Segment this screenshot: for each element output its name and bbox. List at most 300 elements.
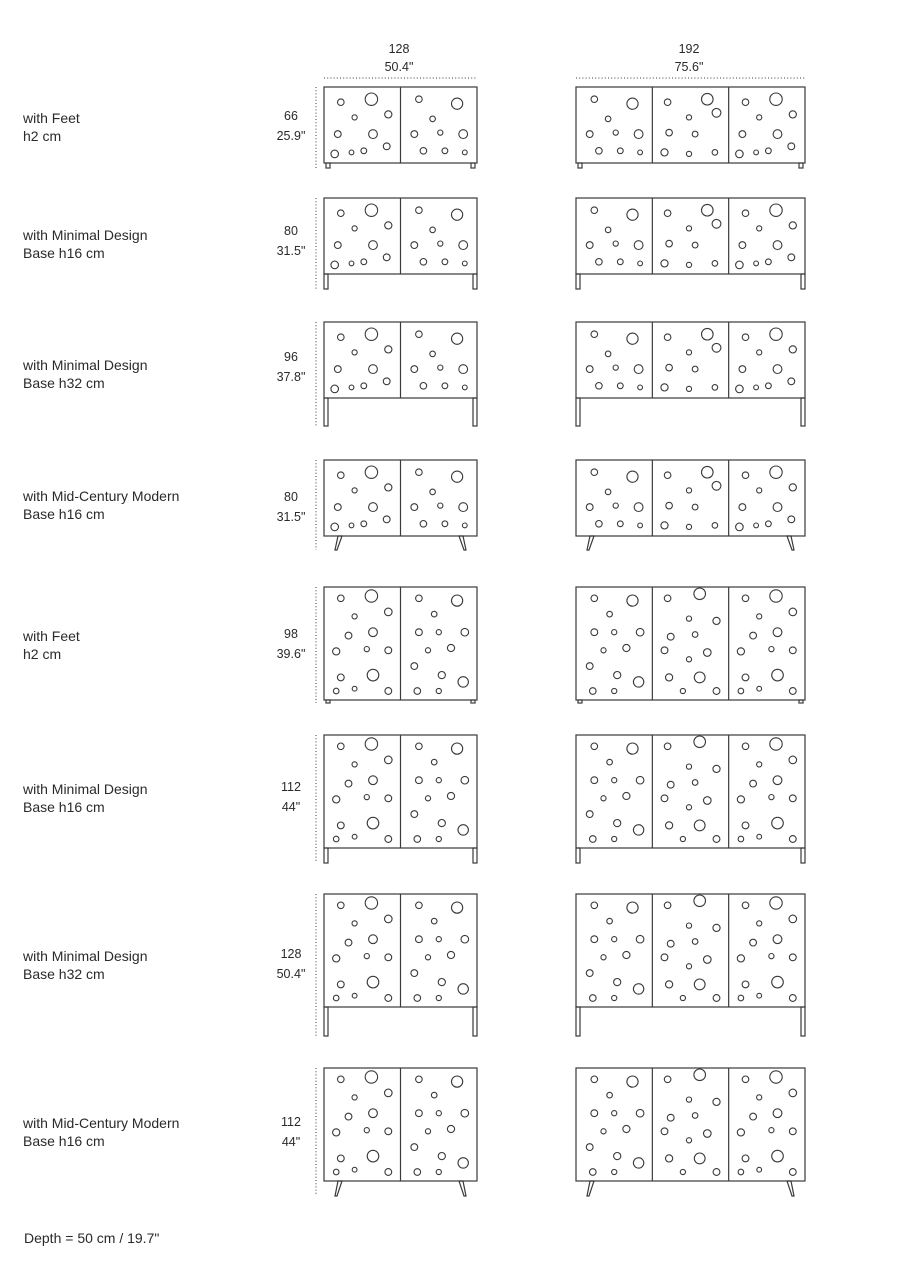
door-hole [385, 346, 392, 353]
door-hole [452, 333, 463, 344]
door-hole [736, 523, 744, 531]
door-hole [605, 351, 611, 357]
door-hole [692, 939, 698, 945]
cabinet-body [576, 1068, 805, 1181]
door-hole [420, 259, 427, 266]
door-hole [692, 632, 698, 638]
tapered-leg [587, 1181, 594, 1196]
door-hole [742, 472, 749, 479]
base-leg [473, 848, 477, 863]
door-hole [333, 1169, 339, 1175]
door-hole [789, 1089, 797, 1097]
row-label-line1: with Minimal Design [23, 357, 148, 373]
door-hole [713, 924, 720, 931]
door-hole [634, 130, 643, 139]
door-hole [666, 129, 673, 136]
door-hole [334, 242, 341, 249]
door-hole [361, 148, 367, 154]
door-hole [612, 1169, 617, 1174]
door-hole [361, 521, 367, 527]
door-hole [364, 1128, 369, 1133]
door-hole [712, 261, 718, 267]
door-hole [789, 836, 796, 843]
door-hole [627, 98, 638, 109]
door-hole [613, 130, 618, 135]
door-hole [694, 1069, 706, 1081]
door-hole [627, 1076, 638, 1087]
door-hole [789, 1169, 796, 1176]
door-hole [365, 738, 377, 750]
row-label-line2: Base h16 cm [23, 245, 105, 261]
door-hole [666, 240, 673, 247]
door-hole [462, 150, 467, 155]
door-hole [664, 210, 671, 217]
door-hole [331, 523, 339, 531]
door-hole [411, 131, 418, 138]
door-hole [633, 825, 643, 835]
door-hole [773, 776, 782, 785]
door-hole [369, 935, 378, 944]
door-hole [364, 954, 369, 959]
door-hole [338, 595, 345, 602]
door-hole [692, 242, 698, 248]
door-hole [337, 822, 344, 829]
depth-note: Depth = 50 cm / 19.7" [24, 1230, 160, 1246]
door-hole [636, 935, 644, 943]
door-hole [686, 488, 691, 493]
door-hole [586, 366, 593, 373]
door-hole [442, 383, 448, 389]
door-hole [590, 995, 597, 1002]
height-inch: 31.5" [276, 244, 306, 258]
door-hole [789, 756, 797, 764]
door-hole [636, 628, 644, 636]
door-hole [789, 222, 796, 229]
door-hole [788, 254, 795, 261]
door-hole [385, 608, 393, 616]
door-hole [680, 1169, 685, 1174]
door-hole [742, 1076, 749, 1083]
door-hole [442, 148, 448, 154]
door-hole [367, 817, 379, 829]
cabinet-body [576, 587, 805, 700]
door-hole [686, 805, 691, 810]
door-hole [692, 131, 698, 137]
door-hole [447, 792, 454, 799]
row-label-line1: with Mid-Century Modern [23, 488, 180, 504]
door-hole [634, 241, 643, 250]
base-leg [324, 398, 328, 426]
door-hole [612, 778, 617, 783]
height-cm: 128 [280, 947, 302, 961]
door-hole [712, 108, 721, 117]
door-hole [590, 688, 597, 695]
door-hole [416, 902, 423, 909]
door-hole [661, 149, 668, 156]
door-hole [737, 955, 744, 962]
row-label-line2: Base h16 cm [23, 1133, 105, 1149]
door-hole [349, 385, 354, 390]
door-hole [385, 1089, 393, 1097]
door-hole [333, 836, 339, 842]
door-hole [586, 663, 593, 670]
door-hole [789, 954, 796, 961]
door-hole [742, 210, 749, 217]
door-hole [607, 1092, 613, 1098]
door-hole [361, 259, 367, 265]
door-hole [661, 795, 668, 802]
door-hole [770, 738, 782, 750]
door-hole [385, 995, 392, 1002]
door-hole [742, 902, 749, 909]
door-hole [369, 503, 378, 512]
door-hole [627, 902, 638, 913]
door-hole [627, 595, 638, 606]
door-hole [436, 1111, 441, 1116]
door-hole [750, 780, 757, 787]
door-hole [757, 1095, 762, 1100]
door-hole [773, 1109, 782, 1118]
door-hole [686, 524, 691, 529]
door-hole [383, 143, 390, 150]
door-hole [352, 1095, 357, 1100]
column-width-cm: 128 [388, 42, 410, 56]
door-hole [461, 628, 469, 636]
door-hole [750, 632, 757, 639]
door-hole [617, 259, 623, 265]
door-hole [338, 1076, 345, 1083]
door-hole [414, 995, 421, 1002]
door-hole [345, 780, 352, 787]
door-hole [757, 226, 762, 231]
door-hole [614, 1153, 621, 1160]
row-label-line2: Base h16 cm [23, 799, 105, 815]
door-hole [667, 1114, 674, 1121]
door-hole [438, 503, 443, 508]
door-hole [352, 762, 357, 767]
door-hole [686, 657, 691, 662]
base-leg [324, 274, 328, 289]
door-hole [334, 366, 341, 373]
height-inch: 44" [281, 1135, 301, 1149]
door-hole [614, 820, 621, 827]
door-hole [712, 343, 721, 352]
door-hole [462, 385, 467, 390]
column-width-inch: 50.4" [384, 60, 414, 74]
row-label-line2: h2 cm [23, 128, 62, 144]
door-hole [636, 1109, 644, 1117]
height-cm: 66 [284, 109, 298, 123]
door-hole [416, 207, 423, 214]
door-hole [462, 523, 467, 528]
door-hole [458, 984, 468, 994]
door-hole [664, 99, 671, 106]
door-hole [385, 1169, 392, 1176]
door-hole [614, 979, 621, 986]
door-hole [383, 254, 390, 261]
door-hole [667, 781, 674, 788]
door-hole [664, 902, 671, 909]
door-hole [757, 834, 762, 839]
door-hole [367, 669, 379, 681]
door-hole [591, 902, 598, 909]
door-hole [661, 1128, 668, 1135]
door-hole [591, 743, 598, 750]
door-hole [452, 98, 463, 109]
base-leg [473, 274, 477, 289]
door-hole [365, 204, 377, 216]
door-hole [331, 261, 339, 269]
door-hole [452, 743, 463, 754]
door-hole [704, 797, 712, 805]
door-hole [338, 472, 345, 479]
door-hole [680, 995, 685, 1000]
door-hole [596, 383, 603, 390]
door-hole [416, 96, 423, 103]
door-hole [385, 756, 393, 764]
door-hole [369, 241, 378, 250]
door-hole [612, 995, 617, 1000]
door-hole [605, 116, 611, 122]
foot [326, 163, 330, 168]
door-hole [425, 955, 430, 960]
door-hole [436, 778, 441, 783]
door-hole [416, 777, 423, 784]
door-hole [692, 366, 698, 372]
door-hole [612, 1111, 617, 1116]
door-hole [686, 923, 691, 928]
door-hole [591, 1110, 598, 1117]
door-hole [694, 736, 706, 748]
door-hole [447, 951, 454, 958]
door-hole [633, 984, 643, 994]
door-hole [694, 672, 705, 683]
door-hole [686, 262, 691, 267]
door-hole [712, 481, 721, 490]
door-hole [416, 629, 423, 636]
door-hole [352, 1167, 357, 1172]
door-hole [612, 836, 617, 841]
door-hole [750, 939, 757, 946]
door-hole [770, 204, 782, 216]
door-hole [772, 1150, 784, 1162]
door-hole [742, 99, 749, 106]
door-hole [769, 954, 774, 959]
door-hole [666, 1155, 673, 1162]
cabinet-body [576, 735, 805, 848]
foot [578, 163, 582, 168]
door-hole [623, 644, 630, 651]
door-hole [770, 590, 782, 602]
door-hole [773, 130, 782, 139]
row-label-line1: with Feet [23, 110, 80, 126]
door-hole [447, 644, 454, 651]
height-inch: 31.5" [276, 510, 306, 524]
door-hole [416, 331, 423, 338]
door-hole [352, 686, 357, 691]
door-hole [349, 523, 354, 528]
door-hole [365, 1071, 377, 1083]
door-hole [459, 365, 468, 374]
door-hole [411, 242, 418, 249]
door-hole [367, 976, 379, 988]
door-hole [337, 981, 344, 988]
door-hole [438, 241, 443, 246]
door-hole [591, 96, 598, 103]
door-hole [591, 1076, 598, 1083]
base-leg [324, 1007, 328, 1036]
door-hole [692, 780, 698, 786]
door-hole [452, 209, 463, 220]
door-hole [772, 669, 784, 681]
door-hole [614, 672, 621, 679]
door-hole [591, 331, 598, 338]
door-hole [738, 836, 744, 842]
tapered-leg [335, 1181, 342, 1196]
height-cm: 96 [284, 350, 298, 364]
door-hole [452, 471, 463, 482]
door-hole [638, 261, 643, 266]
door-hole [736, 385, 744, 393]
door-hole [458, 825, 468, 835]
door-hole [638, 523, 643, 528]
base-leg [576, 274, 580, 289]
door-hole [338, 99, 345, 106]
door-hole [367, 1150, 379, 1162]
door-hole [420, 521, 427, 528]
door-hole [591, 629, 598, 636]
door-hole [462, 261, 467, 266]
door-hole [666, 502, 673, 509]
door-hole [757, 762, 762, 767]
door-hole [425, 796, 430, 801]
door-hole [416, 1110, 423, 1117]
door-hole [385, 688, 392, 695]
door-hole [459, 130, 468, 139]
door-hole [333, 648, 340, 655]
door-hole [738, 1169, 744, 1175]
door-hole [345, 939, 352, 946]
door-hole [607, 759, 613, 765]
door-hole [416, 1076, 423, 1083]
door-hole [739, 504, 746, 511]
door-hole [438, 979, 445, 986]
door-hole [461, 935, 469, 943]
door-hole [627, 743, 638, 754]
door-hole [385, 647, 392, 654]
door-hole [430, 489, 436, 495]
height-cm: 112 [281, 1115, 301, 1129]
door-hole [338, 210, 345, 217]
door-hole [411, 970, 418, 977]
door-hole [436, 630, 441, 635]
door-hole [789, 484, 796, 491]
door-hole [436, 688, 441, 693]
door-hole [416, 743, 423, 750]
door-hole [591, 777, 598, 784]
tapered-leg [787, 536, 794, 550]
door-hole [686, 1097, 691, 1102]
door-hole [770, 93, 782, 105]
door-hole [420, 383, 427, 390]
door-hole [591, 936, 598, 943]
door-hole [438, 820, 445, 827]
door-hole [613, 365, 618, 370]
door-hole [766, 259, 772, 265]
door-hole [739, 366, 746, 373]
door-hole [661, 522, 668, 529]
door-hole [769, 647, 774, 652]
door-hole [442, 259, 448, 265]
door-hole [590, 836, 597, 843]
door-hole [452, 595, 463, 606]
door-hole [438, 672, 445, 679]
door-hole [458, 1158, 468, 1168]
door-hole [623, 951, 630, 958]
door-hole [772, 817, 784, 829]
door-hole [333, 955, 340, 962]
door-hole [666, 822, 673, 829]
base-leg [801, 1007, 805, 1036]
door-hole [772, 976, 784, 988]
door-hole [686, 964, 691, 969]
door-hole [452, 1076, 463, 1087]
door-hole [738, 995, 744, 1001]
door-hole [605, 227, 611, 233]
door-hole [369, 776, 378, 785]
door-hole [352, 488, 357, 493]
door-hole [349, 150, 354, 155]
door-hole [369, 365, 378, 374]
door-hole [757, 614, 762, 619]
door-hole [411, 504, 418, 511]
door-hole [601, 648, 606, 653]
door-hole [416, 469, 423, 476]
row-label-line2: h2 cm [23, 646, 62, 662]
door-hole [612, 688, 617, 693]
base-leg [801, 398, 805, 426]
base-leg [473, 1007, 477, 1036]
door-hole [757, 921, 762, 926]
door-hole [666, 674, 673, 681]
door-hole [345, 632, 352, 639]
door-hole [754, 261, 759, 266]
door-hole [431, 759, 437, 765]
door-hole [436, 937, 441, 942]
door-hole [636, 776, 644, 784]
door-hole [612, 630, 617, 635]
door-hole [364, 795, 369, 800]
door-hole [757, 686, 762, 691]
door-hole [591, 207, 598, 214]
height-inch: 50.4" [276, 967, 306, 981]
base-leg [576, 398, 580, 426]
door-hole [411, 811, 418, 818]
door-hole [365, 466, 377, 478]
door-hole [331, 150, 339, 158]
door-hole [430, 227, 436, 233]
door-hole [383, 378, 390, 385]
door-hole [773, 503, 782, 512]
door-hole [766, 148, 772, 154]
door-hole [586, 1144, 593, 1151]
height-cm: 80 [284, 224, 298, 238]
door-hole [686, 350, 691, 355]
door-hole [385, 484, 392, 491]
door-hole [686, 764, 691, 769]
door-hole [742, 743, 749, 750]
door-hole [605, 489, 611, 495]
